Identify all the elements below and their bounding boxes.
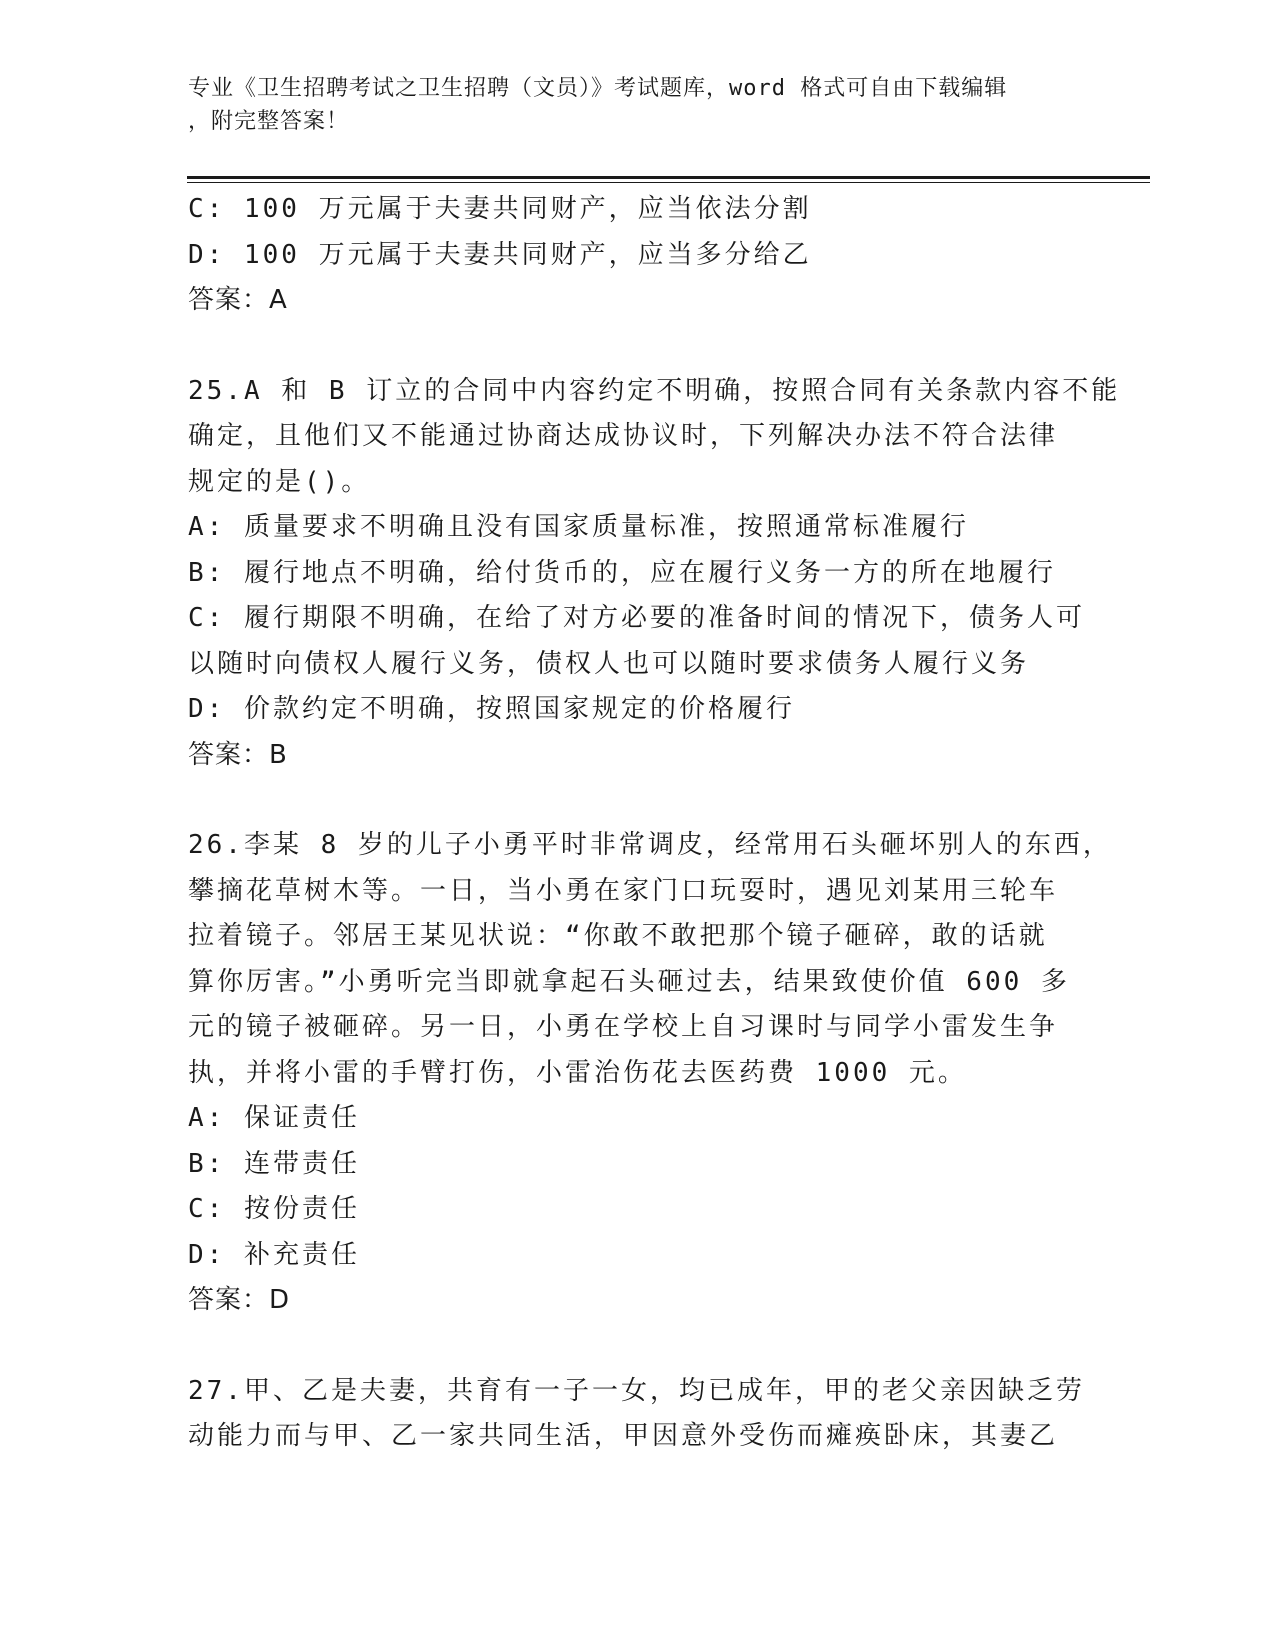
- question-26: [188, 823, 1112, 1324]
- question-25: [188, 369, 1121, 779]
- question-text-line: 动能力而与甲、乙一家共同生活，甲因意外受伤而瘫痪卧床，其妻乙: [188, 1421, 1059, 1451]
- option-b: B: 履行地点不明确，给付货币的，应在履行义务一方的所在地履行: [188, 557, 1056, 588]
- answer-label: 答案：B: [188, 739, 288, 770]
- header-line-2: ，附完整答案！: [188, 109, 350, 134]
- question-text-line: 算你厉害。”小勇听完当即就拿起石头砸过去，结果致使价值 600 多: [188, 966, 1070, 997]
- question-text-line: 25.A 和 B 订立的合同中内容约定不明确，按照合同有关条款内容不能: [188, 375, 1121, 406]
- header-divider-thick: [187, 176, 1150, 179]
- question-text-line: 执，并将小雷的手臂打伤，小雷治伤花去医药费 1000 元。: [188, 1057, 967, 1088]
- question-27: [188, 1369, 1088, 1460]
- answer-label: 答案：A: [188, 285, 288, 315]
- option-a: A: 质量要求不明确且没有国家质量标准，按照通常标准履行: [188, 512, 969, 542]
- question-text-line: 26.李某 8 岁的儿子小勇平时非常调皮，经常用石头砸坏别人的东西，: [188, 830, 1112, 860]
- question-text-line: 攀摘花草树木等。一日，当小勇在家门口玩耍时，遇见刘某用三轮车: [188, 875, 1059, 906]
- option-d: D: 补充责任: [188, 1239, 360, 1270]
- question-text-line: 规定的是()。: [188, 466, 371, 497]
- option-c: C: 按份责任: [188, 1194, 360, 1224]
- question-text-line: 27.甲、乙是夫妻，共育有一子一女，均已成年，甲的老父亲因缺乏劳: [188, 1375, 1085, 1406]
- header-line-1: 专业《卫生招聘考试之卫生招聘（文员）》考试题库，word 格式可自由下载编辑: [188, 76, 1008, 101]
- header-divider-thin: [187, 182, 1150, 183]
- answer-label: 答案：D: [188, 1285, 291, 1315]
- option-a: A: 保证责任: [188, 1103, 360, 1133]
- page-header: [188, 72, 1088, 138]
- option-c-continued: 以随时向债权人履行义务，债权人也可以随时要求债务人履行义务: [188, 648, 1030, 679]
- question-text-line: 确定，且他们又不能通过协商达成协议时，下列解决办法不符合法律: [188, 421, 1059, 451]
- option-c: C: 履行期限不明确，在给了对方必要的准备时间的情况下，债务人可: [188, 603, 1085, 633]
- spacer: [188, 1324, 1088, 1369]
- option-d: D: 价款约定不明确，按照国家规定的价格履行: [188, 694, 795, 724]
- spacer: [188, 778, 1088, 823]
- question-text-line: 元的镜子被砸碎。另一日，小勇在学校上自习课时与同学小雷发生争: [188, 1012, 1059, 1042]
- question-list: [188, 187, 1121, 1460]
- spacer: [188, 324, 1088, 369]
- option-b: B: 连带责任: [188, 1148, 360, 1179]
- option-d: D: 100 万元属于夫妻共同财产，应当多分给乙: [188, 239, 812, 270]
- option-c: C: 100 万元属于夫妻共同财产，应当依法分割: [188, 194, 812, 224]
- question-text-line: 拉着镜子。邻居王某见状说：“你敢不敢把那个镜子砸碎，敢的话就: [188, 921, 1048, 951]
- question-24-tail: [188, 187, 1088, 324]
